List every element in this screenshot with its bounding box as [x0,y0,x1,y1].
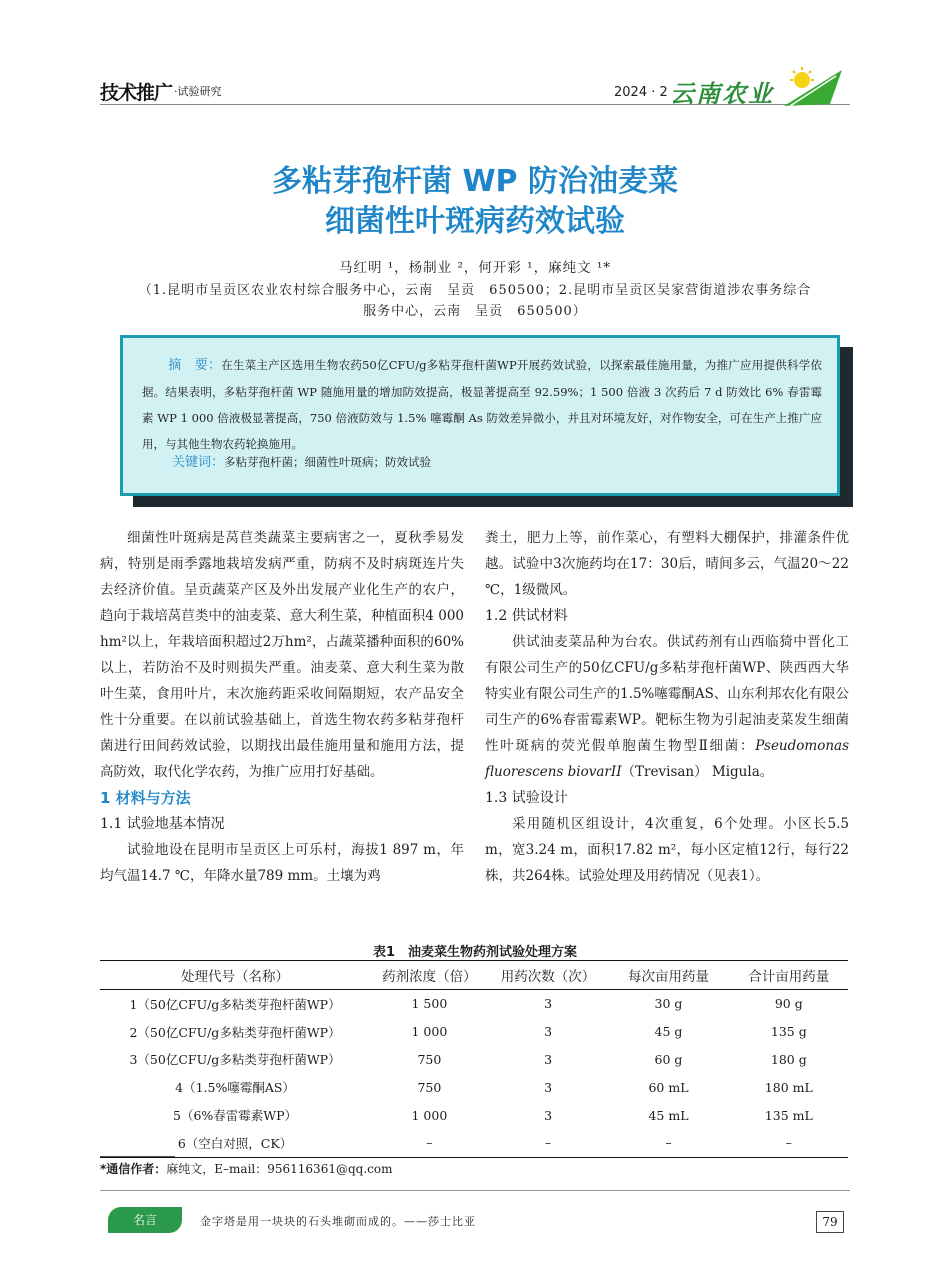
species-name: Pseudomonas fluorescens biovarII [485,738,849,780]
table-cell: 135 g [770,1024,807,1040]
table-cell: 1 000 [411,1024,448,1040]
affiliations [110,280,840,322]
intro-paragraph: 细菌性叶斑病是莴苣类蔬菜主要病害之一，夏秋季易发病，特别是雨季露地栽培发病严重，防病不及时病斑连片失去经济价值。呈贡蔬菜产区及外出发展产业化生产的农户，趋向于栽培莴苣类中的油麦菜、意大利生菜，种植面积4 000 hm²以上，年栽培面积超过2万hm²，占蔬菜播种面积的60%以上，若防治不及时则损失严重。油麦菜、意大利生菜为散叶生菜，食用叶片，末次施药距采收间隔期短，农产品安全性十分重要。在以前试验基础上，首选生物农药多粘芽孢杆菌进行田间药效试验，以期找出最佳施用量和施用方法，提高防效，取代化学农药，为推广应用打好基础。 [100,530,464,780]
table-cell: 60 mL [648,1079,689,1095]
table-cell: 30 g [654,996,683,1012]
table-cell: 3 [544,1024,553,1040]
table-cell: 45 g [654,1024,683,1040]
table-cell: 1（50亿CFU/g多粘类芽孢杆菌WP） [129,996,341,1012]
paragraph-1-3: 采用随机区组设计，4次重复，6个处理。小区长5.5 m，宽3.24 m，面积17.82 m²，每小区定植12行，每行22株，共264株。试验处理及用药情况（见表1）。 [485,816,849,884]
footnote-rule [100,1156,175,1157]
section-brand [100,78,222,104]
footnote [100,1160,392,1177]
table-caption: 表1 油麦菜生物药剂试验处理方案 [372,945,578,960]
paragraph-1-1: 试验地设在昆明市呈贡区上可乐村，海拔1 897 m，年均气温14.7 ℃，年降水量789 mm。土壤为鸡 [100,842,464,884]
table-cell: 6（空白对照，CK） [100,1129,370,1157]
keywords [172,451,431,470]
table-header-cell: 合计亩用药量 [730,961,848,990]
section-heading-1: 1 材料与方法 [100,789,191,807]
article-title-line2: 细菌性叶斑病药效试验 [325,204,625,239]
left-column [100,525,464,889]
section-heading-1-1: 1.1 试验地基本情况 [100,816,225,832]
table-cell: 3 [544,1079,553,1095]
table-row [100,1018,848,1046]
table-cell: – [370,1129,489,1157]
table-cell: 750 [417,1051,442,1067]
table-cell: 3（50亿CFU/g多粘类芽孢杆菌WP） [129,1052,341,1068]
table-cell: 5（6%春雷霉素WP） [173,1108,298,1124]
table-header-cell: 每次亩用药量 [607,961,729,990]
right-column [485,525,849,889]
footer-rule [100,1190,850,1191]
table-cell: 180 g [770,1051,807,1067]
abstract-text: 在生菜主产区选用生物农药50亿CFU/g多粘芽孢杆菌WP开展药效试验，以探索最佳施用量，为推广应用提供科学依据。结果表明，多粘芽孢杆菌 WP 随施用量的增加防效提高，极显著提高至 92.59%；1 500 倍液 3 次药后 7 d 防效比 6% 春雷霉素 WP 1 000 倍液极显著提高，750 倍液防效与 1.5% 噻霉酮 As 防效差异微小，并且对环境友好，对作物安全，可在生产上推广应用，与其他生物农药轮换施用。 [142,358,822,451]
magazine-title: 云南农业 [670,79,774,108]
table-cell: 90 g [774,996,803,1012]
table-cell: 135 mL [764,1107,813,1123]
affiliation-line: 服务中心，云南 呈贡 650500） [363,304,587,319]
abstract-label: 摘 要： [168,358,222,373]
footnote-text: 麻纯文，E–mail：956116361@qq.com [166,1162,393,1176]
table-row [100,990,848,1018]
table-cell: – [489,1129,608,1157]
table-row [100,1046,848,1074]
issue-date: 2024 · 2 [614,85,668,100]
page-number: 79 [816,1211,844,1233]
table-cell: 2（50亿CFU/g多粘类芽孢杆菌WP） [129,1024,341,1040]
materials-text: 供试油麦菜品种为台农。供试药剂有山西临猗中晋化工有限公司生产的50亿CFU/g多粘芽孢杆菌WP、陕西西大华特实业有限公司生产的1.5%噻霉酮AS、山东利邦农化有限公司生产的6%春雷霉素WP。靶标生物为引起油麦菜发生细菌性叶斑病的荧光假单胞菌生物型Ⅱ细菌： [485,634,849,754]
table-row [100,1073,848,1101]
table-header-cell: 用药次数（次） [489,961,608,990]
quote-tag: 名言 [108,1207,182,1233]
section-heading-1-2: 1.2 供试材料 [485,608,568,624]
table-cell: 1 500 [411,996,448,1012]
table-cell: 1 000 [411,1107,448,1123]
table-cell: 60 g [654,1051,683,1067]
paragraph-1-2 [485,629,849,785]
footer-quote: 金字塔是用一块块的石头堆砌而成的。——莎士比亚 [200,1215,476,1228]
treatment-table [100,960,848,1158]
footnote-label: *通信作者： [100,1162,167,1176]
article-title-line1: 多粘芽孢杆菌 WP 防治油麦菜 [272,164,678,199]
table-row [100,1129,848,1157]
brand-sub: ·试验研究 [174,85,222,98]
paragraph-1-1-cont: 粪土，肥力上等，前作菜心，有塑料大棚保护，排灌条件优越。试验中3次施药均在17：30后，晴间多云，气温20～22 ℃，1级微风。 [485,530,849,598]
table-header-row [100,961,848,990]
brand-main: 技术推广 [100,81,173,104]
table-cell: 45 mL [648,1107,689,1123]
table-row [100,1101,848,1129]
sun-leaf-logo-icon [780,64,850,108]
table-cell: 3 [544,1107,553,1123]
section-heading-1-3: 1.3 试验设计 [485,790,568,806]
table-header-cell: 处理代号（名称） [100,961,370,990]
affiliation-line: （1.昆明市呈贡区农业农村综合服务中心，云南 呈贡 650500；2.昆明市呈贡区吴家营街道涉农事务综合 [138,283,812,298]
table-header-cell: 药剂浓度（倍） [370,961,489,990]
keywords-text: 多粘芽孢杆菌；细菌性叶斑病；防效试验 [224,455,432,469]
table-cell: 3 [544,1051,553,1067]
keywords-label: 关键词： [172,455,225,470]
table-cell: 3 [544,996,553,1012]
table-cell: – [730,1129,848,1157]
table-cell: – [607,1129,729,1157]
table-cell: 4（1.5%噻霉酮AS） [175,1080,295,1096]
table-cell: 180 mL [764,1079,813,1095]
author-list: 马红明 ¹，杨制业 ²，何开彩 ¹，麻纯文 ¹* [338,260,612,276]
table-cell: 750 [417,1079,442,1095]
species-authority: （Trevisan） Migula。 [621,764,774,780]
abstract [142,352,822,457]
